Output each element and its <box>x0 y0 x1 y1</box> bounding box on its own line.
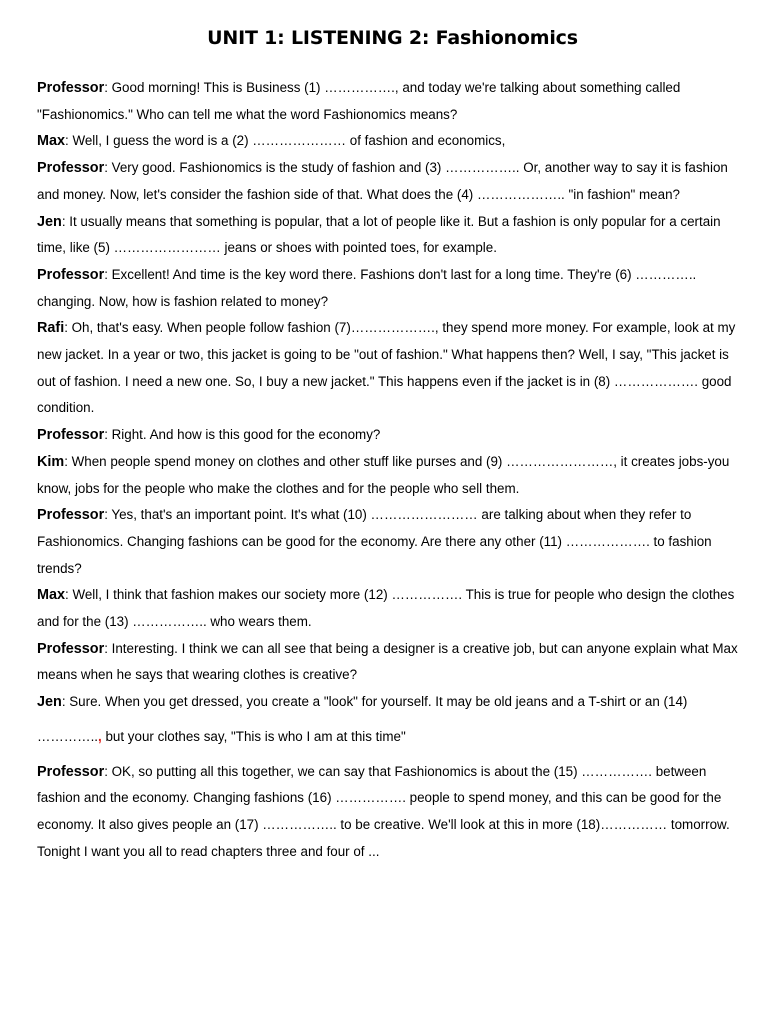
speaker-name: Max <box>37 133 65 150</box>
dialogue-line <box>37 209 748 262</box>
speaker-name: Jen <box>37 694 62 711</box>
line-text: : Very good. Fashionomics is the study of fashion and (3) …………….. Or, another way to say it is fashion and money. Now, let's consider the fashion side of that. What does the (4) ……………….. "in fashion" mean? <box>37 160 728 202</box>
line-text: : Good morning! This is Business (1) ……………., and today we're talking about something called "Fashionomics." Who can tell me what the word Fashionomics means? <box>37 80 681 122</box>
line-text: : Yes, that's an important point. It's what (10) …………………… are talking about when they refer to Fashionomics. Changing fashions can be good for the economy. Are there any other (11) ………………. to fashion trends? <box>37 507 712 576</box>
dialogue <box>37 75 748 865</box>
line-text: : When people spend money on clothes and other stuff like purses and (9) ……………………, it creates jobs-you know, jobs for the people who make the clothes and for the people who sell them. <box>37 453 730 496</box>
line-text: : OK, so putting all this together, we can say that Fashionomics is about the (15) ……………. between fashion and the economy. Changing fashions (16) ……………. people to spend money, and this can be good for the economy. It also gives people an (17) …………….. to be creative. We'll look at this in more (18)…………… tomorrow. Tonight I want you all to read chapters three and four of ... <box>37 763 730 859</box>
line-text: : Well, I guess the word is a (2) ………………… of fashion and economics, <box>65 133 506 149</box>
document-title: UNIT 1: LISTENING 2: Fashionomics <box>207 27 578 49</box>
line-text: : Oh, that's easy. When people follow fashion (7)………………., they spend more money. For example, look at my new jacket. In a year or two, this jacket is going to be "out of fashion." What happens then? Well, I say, "This jacket is out of fashion. I need a new one. So, I buy a new jacket." This happens even if the jacket is in (8) ………………. good condition. <box>37 320 736 416</box>
speaker-name: Jen <box>37 213 62 230</box>
line-text-after: but your clothes say, "This is who I am at this time" <box>101 728 406 744</box>
dialogue-line <box>37 636 748 689</box>
dialogue-line <box>37 128 748 155</box>
dialogue-line <box>37 502 748 582</box>
speaker-name: Professor <box>37 266 105 283</box>
dialogue-line <box>37 75 748 128</box>
line-text: : Interesting. I think we can all see that being a designer is a creative job, but can anyone explain what Max means when he says that wearing clothes is creative? <box>37 640 738 683</box>
line-text: : It usually means that something is popular, that a lot of people like it. But a fashion is only popular for a certain time, like (5) …………………… jeans or shoes with pointed toes, for example. <box>37 213 721 256</box>
line-text: : Sure. When you get dressed, you create a "look" for yourself. It may be old jeans and a T-shirt or an (14) <box>61 694 688 710</box>
line-text: : Well, I think that fashion makes our society more (12) ……………. This is true for people who design the clothes and for the (13) …………….. who wears them. <box>37 587 735 630</box>
red-comma-mark: , <box>98 728 102 744</box>
dialogue-line <box>37 262 748 315</box>
speaker-name: Professor <box>37 160 105 177</box>
speaker-name: Professor <box>37 507 105 524</box>
dialogue-line <box>37 315 748 422</box>
speaker-name: Professor <box>37 763 105 780</box>
line-text: : Right. And how is this good for the economy? <box>104 427 381 443</box>
dialogue-line <box>37 582 748 635</box>
line-text: ………….. <box>37 728 99 744</box>
dialogue-line <box>37 422 748 449</box>
dialogue-line <box>37 759 748 866</box>
line-text: : Excellent! And time is the key word there. Fashions don't last for a long time. They're (6) ………….. changing. Now, how is fashion related to money? <box>37 266 697 309</box>
speaker-name: Kim <box>37 453 65 470</box>
speaker-name: Max <box>37 587 65 604</box>
speaker-name: Rafi <box>37 320 65 337</box>
dialogue-line <box>37 449 748 502</box>
speaker-name: Professor <box>37 640 105 657</box>
speaker-name: Professor <box>37 427 105 444</box>
dialogue-line <box>37 689 748 716</box>
speaker-name: Professor <box>37 80 105 96</box>
dialogue-line-continuation <box>37 724 748 751</box>
dialogue-line <box>37 155 748 208</box>
